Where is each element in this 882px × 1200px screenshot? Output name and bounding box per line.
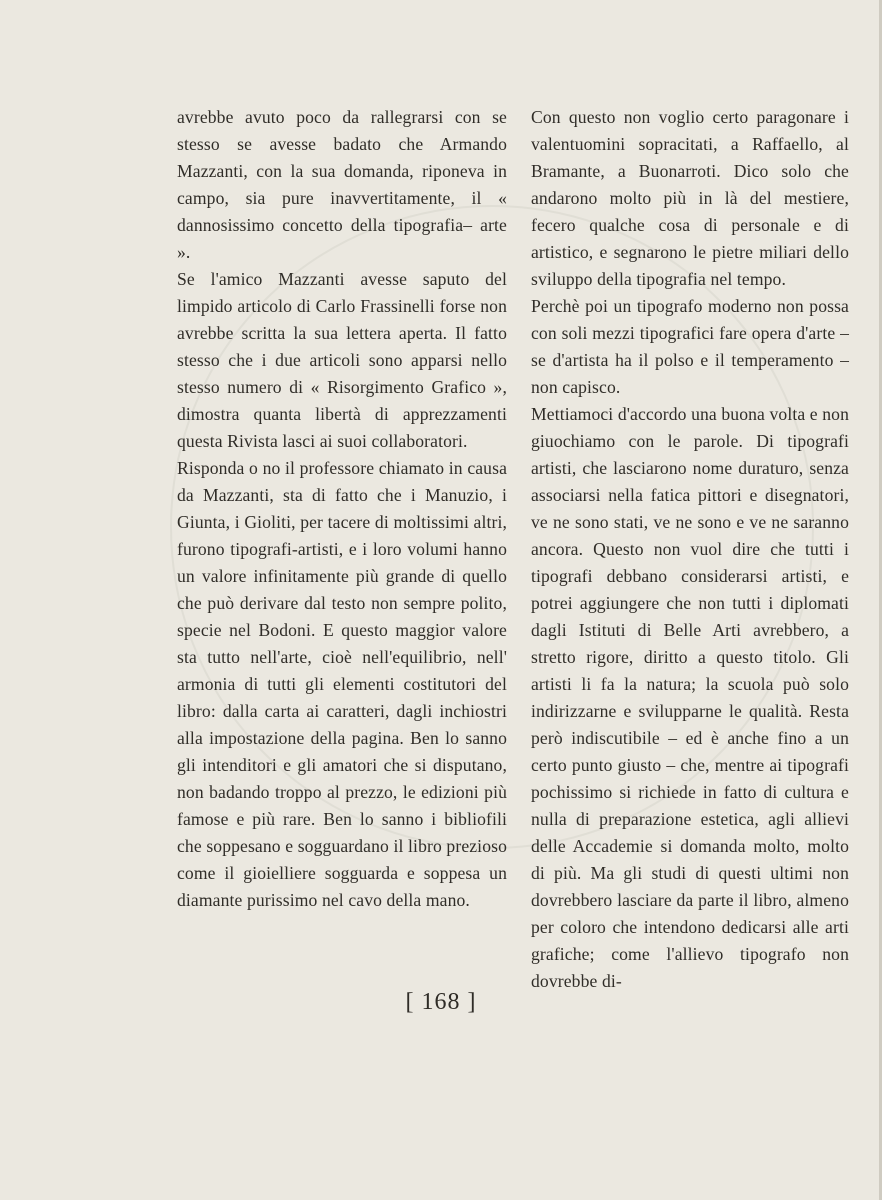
right-paragraph-3: Mettiamoci d'accordo una buona volta e non giuochiamo con le parole. Di tipografi artisti, che lasciarono nome duraturo, senza associarsi nella fatica pittori e disegnatori, ve ne sono stati, ve ne sono e ve ne saranno ancora. Questo non vuol dire che tutti i tipografi debbano considerarsi artisti, e potrei aggiungere che non tutti i diplomati dagli Istituti di Belle Arti avrebbero, a stretto rigore, diritto a questo titolo. Gli artisti li fa la natura; la scuola può solo indirizzarne e svilupparne le qualità. Resta però indiscutibile – ed è anche fino a un certo punto giusto – che, mentre ai tipografi pochissimo si richiede in fatto di cultura e nulla di preparazione estetica, agli allievi delle Accademie si domanda molto, molto di più. Ma gli studi di questi ultimi non dovrebbero lasciare da parte il libro, almeno per coloro che intendono dedicarsi alle arti grafiche; come l'allievo tipografo non dovrebbe di- — [531, 404, 849, 991]
right-text-column — [531, 104, 849, 995]
left-paragraph-1: avrebbe avuto poco da rallegrarsi con se stesso se avesse badato che Armando Mazzanti, con la sua domanda, riponeva in campo, sia pure inavvertitamente, il « dannosissimo concetto della tipografia– arte ». — [177, 107, 507, 262]
left-paragraph-2: Se l'amico Mazzanti avesse saputo del limpido articolo di Carlo Frassinelli forse non avrebbe scritta la sua lettera aperta. Il fatto stesso che i due articoli sono apparsi nello stesso numero di « Risorgimento Grafico », dimostra quanta libertà di apprezzamenti questa Rivista lasci ai suoi collaboratori. — [177, 269, 507, 451]
right-paragraph-1: Con questo non voglio certo paragonare i valentuomini sopracitati, a Raffaello, al Bramante, a Buonarroti. Dico solo che andarono molto più in là del mestiere, fecero qualche cosa di personale e di artistico, e segnarono le pietre miliari dello sviluppo della tipografia nel tempo. — [531, 107, 849, 289]
left-text-column — [177, 104, 507, 914]
page-number: [ 168 ] — [405, 989, 477, 1015]
left-paragraph-3: Risponda o no il professore chiamato in causa da Mazzanti, sta di fatto che i Manuzio, i Giunta, i Gioliti, per tacere di moltissimi altri, furono tipografi-artisti, e i loro volumi hanno un valore infinitamente più grande di quello che può derivare dal testo non sempre polito, specie nel Bodoni. E questo maggior valore sta tutto nell'arte, cioè nell'equilibrio, nell' armonia di tutti gli elementi costitutori del libro: dalla carta ai caratteri, dagli inchiostri alla impostazione della pagina. Ben lo sanno gli intenditori e gli amatori che si disputano, non badando troppo al prezzo, le edizioni più famose e più rare. Ben lo sanno i bibliofili che soppesano e sogguardano il libro prezioso come il gioielliere sogguarda e soppesa un diamante purissimo nel cavo della mano. — [177, 458, 507, 910]
right-paragraph-2: Perchè poi un tipografo moderno non possa con soli mezzi tipografici fare opera d'arte – se d'artista ha il polso e il temperamento – non capisco. — [531, 296, 849, 397]
